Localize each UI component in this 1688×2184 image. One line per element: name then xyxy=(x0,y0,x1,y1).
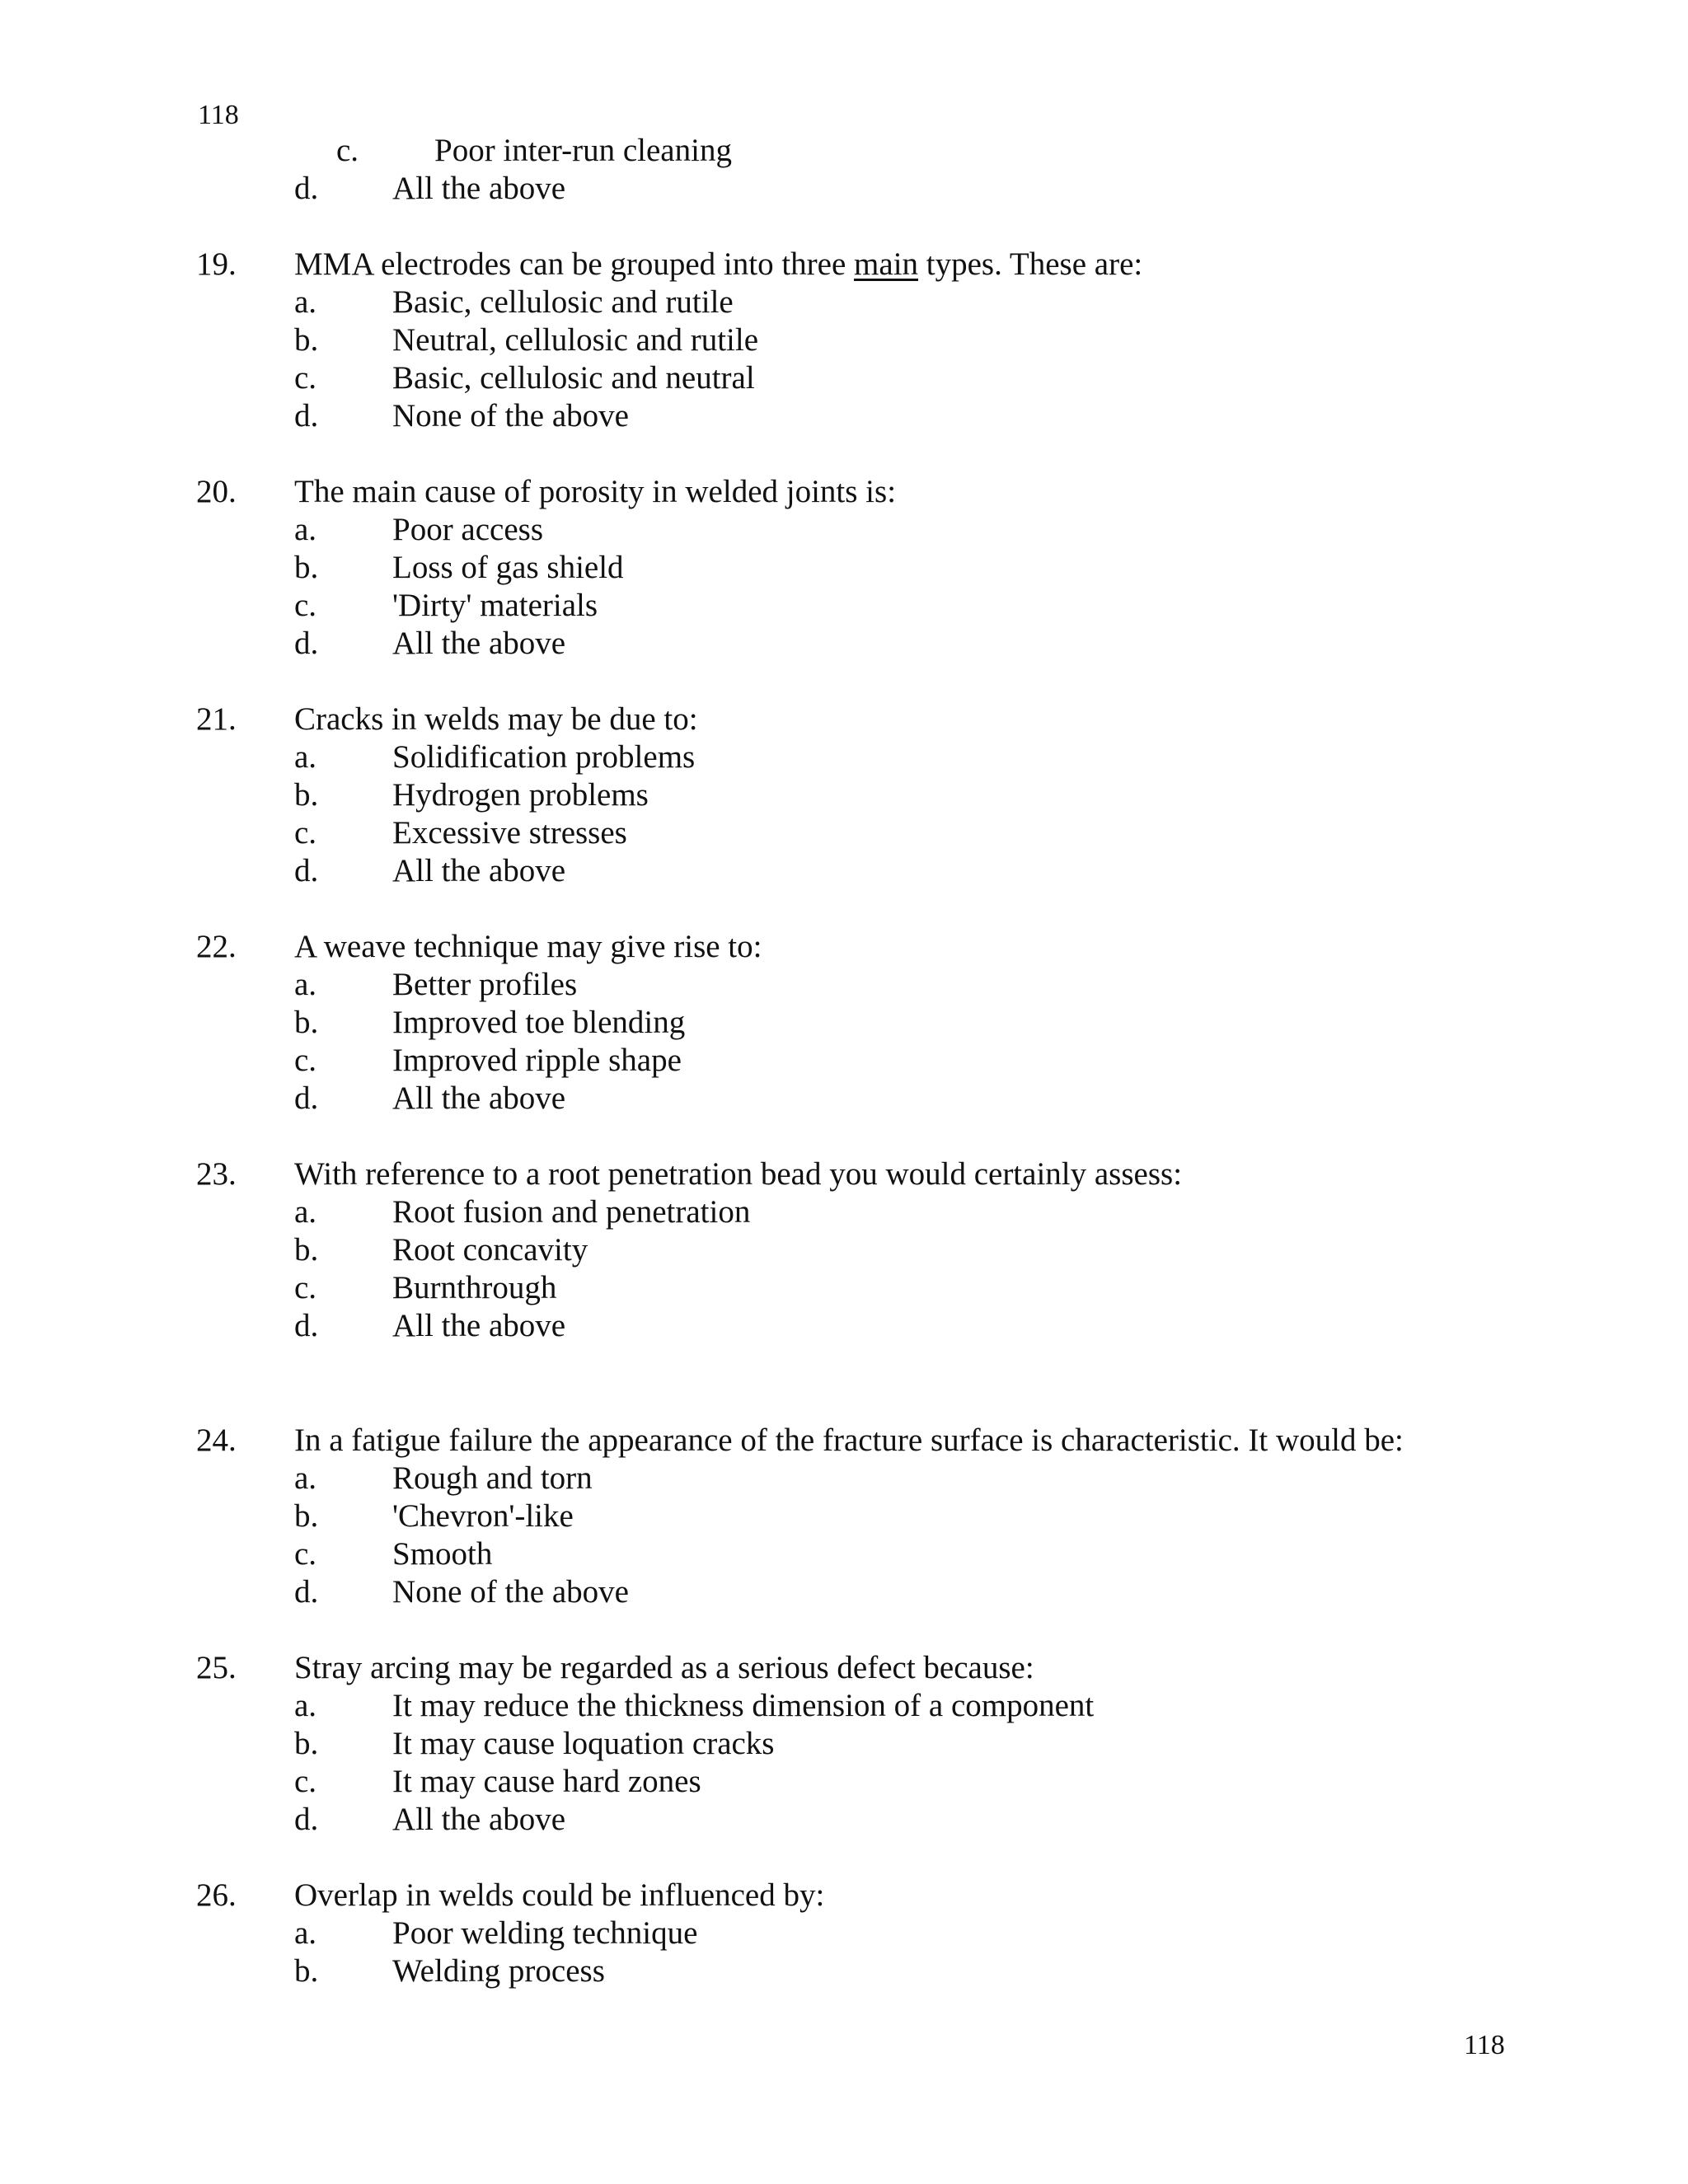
question-text: Stray arcing may be regarded as a serious defect because: xyxy=(294,1650,1034,1685)
option-letter: c. xyxy=(336,133,359,168)
question-number: 22. xyxy=(196,929,237,964)
question-number: 19. xyxy=(196,246,237,282)
question-number: 26. xyxy=(196,1877,237,1913)
option-text: All the above xyxy=(392,171,566,206)
question-text: The main cause of porosity in welded joints is: xyxy=(294,474,897,509)
question-number: 21. xyxy=(196,701,237,737)
option-letter: d. xyxy=(294,171,319,206)
question-text: Cracks in welds may be due to: xyxy=(294,701,698,737)
question-text: Overlap in welds could be influenced by: xyxy=(294,1877,825,1913)
question-number: 25. xyxy=(196,1650,237,1685)
question-number: 23. xyxy=(196,1156,237,1192)
underlined-word: main xyxy=(854,246,919,282)
question-text: With reference to a root penetration bead you would certainly assess: xyxy=(294,1156,1183,1192)
option-text: Poor inter-run cleaning xyxy=(434,133,732,168)
question-text: A weave technique may give rise to: xyxy=(294,929,762,964)
question-number: 24. xyxy=(196,1422,237,1458)
page-number-top: 118 xyxy=(198,100,239,130)
question-text: In a fatigue failure the appearance of the fracture surface is characteristic. It would be: xyxy=(294,1422,1404,1458)
page-number-bottom: 118 xyxy=(1464,2030,1505,2060)
question-number: 20. xyxy=(196,474,237,509)
question-text: MMA electrodes can be grouped into three main types. These are: xyxy=(294,246,1143,282)
